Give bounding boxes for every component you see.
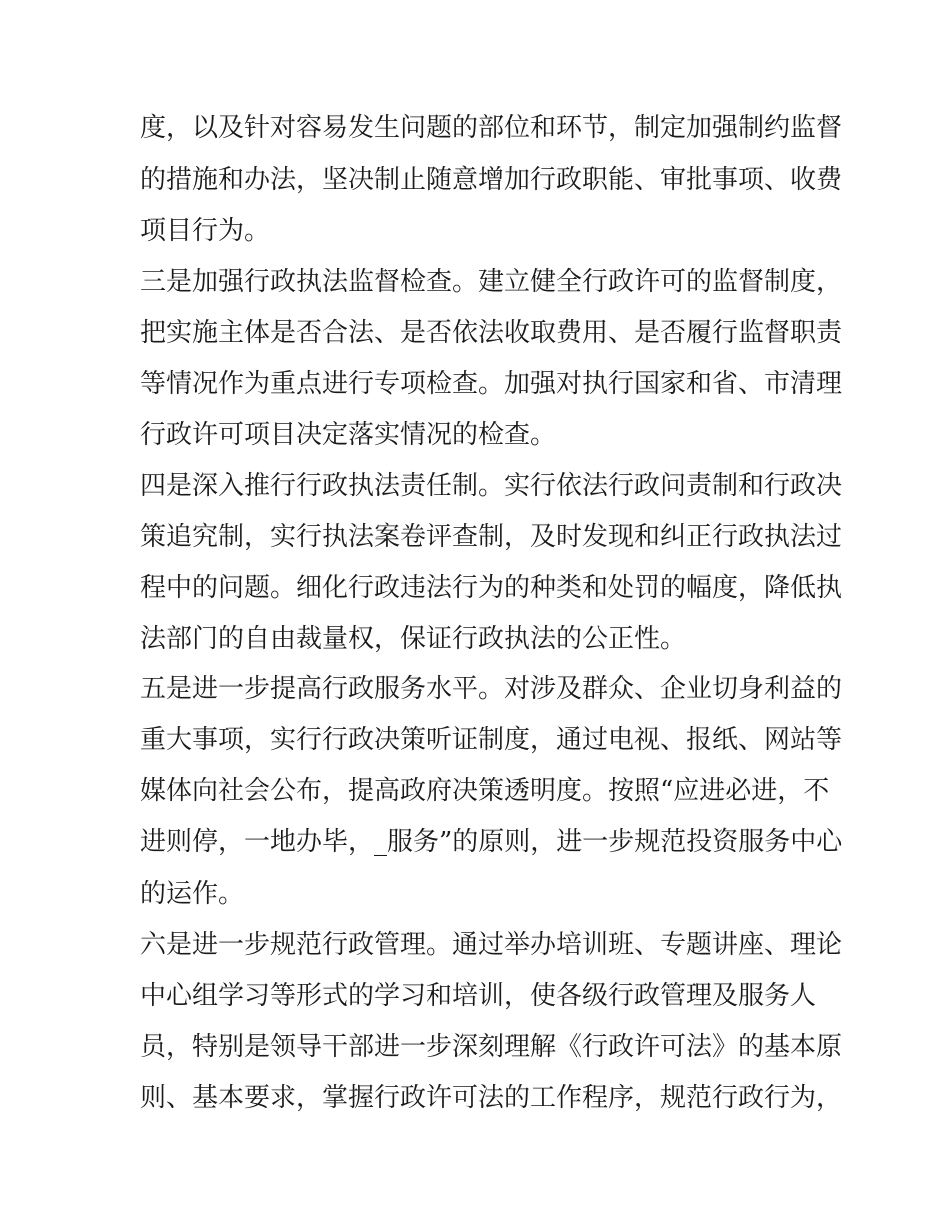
text-line: 的措施和办法，坚决制止随意增加行政职能、审批事项、收费: [140, 165, 843, 195]
text-line: 中心组学习等形式的学习和培训，使各级行政管理及服务人: [140, 981, 817, 1011]
text-line: 度，以及针对容易发生问题的部位和环节，制定加强制约监督: [140, 113, 843, 143]
text-line: 四是深入推行行政执法责任制。实行依法行政问责制和行政决: [140, 471, 843, 501]
text-line: 项目行为。: [140, 216, 271, 246]
text-line: 重大事项，实行行政决策听证制度，通过电视、报纸、网站等: [140, 725, 843, 755]
text-line: 法部门的自由裁量权，保证行政执法的公正性。: [140, 624, 687, 654]
text-line: 等情况作为重点进行专项检查。加强对执行国家和省、市清理: [140, 369, 843, 399]
text-line: 行政许可项目决定落实情况的检查。: [140, 420, 557, 450]
text-line: 策追究制，实行执法案卷评查制，及时发现和纠正行政执法过: [140, 522, 843, 552]
text-line: 媒体向社会公布，提高政府决策透明度。按照“应进必进，不: [140, 776, 830, 806]
text-line: 六是进一步规范行政管理。通过举办培训班、专题讲座、理论: [140, 930, 843, 960]
text-line: 程中的问题。细化行政违法行为的种类和处罚的幅度，降低执: [140, 573, 843, 603]
text-line: 的运作。: [140, 879, 245, 909]
text-line: 则、基本要求，掌握行政许可法的工作程序，规范行政行为，: [140, 1083, 843, 1113]
text-line: 把实施主体是否合法、是否依法收取费用、是否履行监督职责: [140, 318, 843, 348]
text-line: 员，特别是领导干部进一步深刻理解《行政许可法》的基本原: [140, 1032, 843, 1062]
text-line: 进则停，一地办毕，_服务”的原则，进一步规范投资服务中心: [140, 827, 843, 857]
text-line: 五是进一步提高行政服务水平。对涉及群众、企业切身利益的: [140, 674, 843, 704]
text-line: 三是加强行政执法监督检查。建立健全行政许可的监督制度，: [140, 267, 843, 297]
